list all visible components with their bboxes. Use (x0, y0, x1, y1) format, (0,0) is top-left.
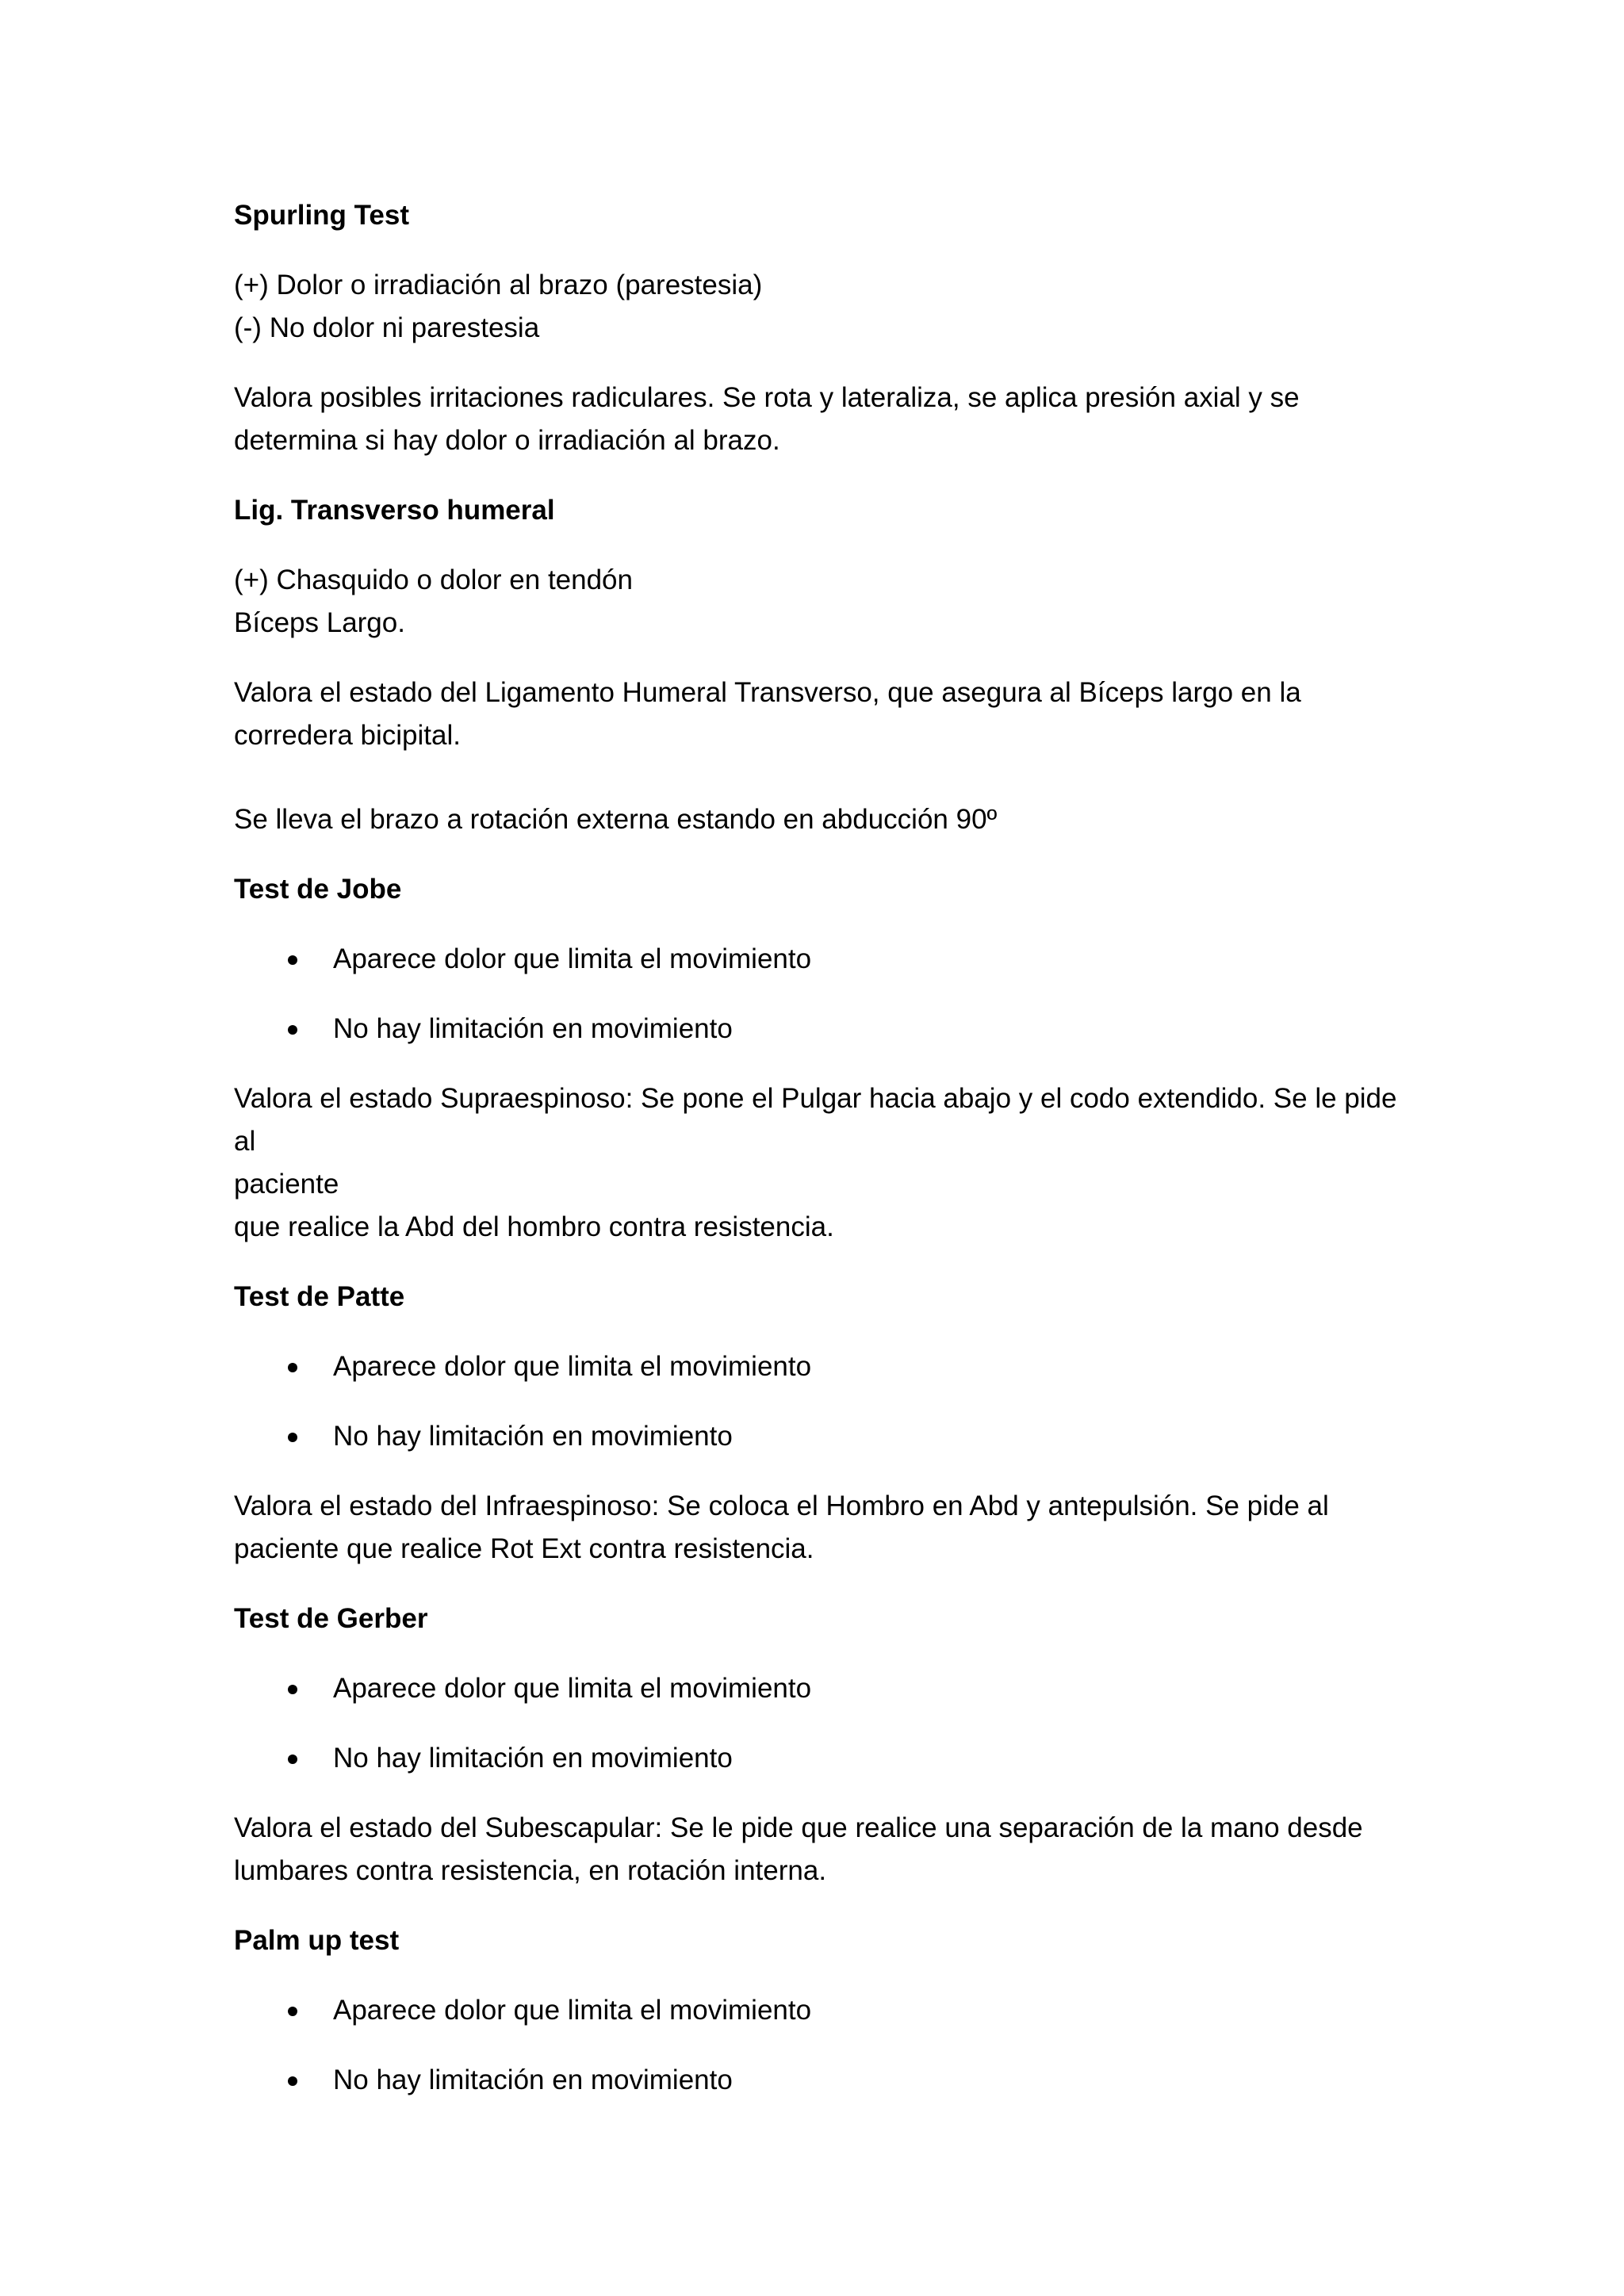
description-line: Valora el estado del Infraespinoso: Se coloca el Hombro en Abd y antepulsión. Se pide al (234, 1490, 1329, 1521)
description-jobe (234, 1077, 1415, 1249)
bullet-icon (288, 2007, 297, 2016)
bullet-text: No hay limitación en movimiento (333, 1743, 733, 1774)
result-detail: Bíceps Largo. (234, 607, 405, 638)
section-heading-gerber: Test de Gerber (234, 1603, 428, 1634)
bullet-list-jobe (234, 938, 1415, 1050)
bullet-text: No hay limitación en movimiento (333, 2064, 733, 2095)
bullet-text: No hay limitación en movimiento (333, 1013, 733, 1044)
procedure-transverso: Se lleva el brazo a rotación externa estando en abducción 90º (234, 804, 998, 835)
list-item (234, 1989, 1415, 2032)
list-item (234, 1345, 1415, 1388)
description-line: Valora el estado del Ligamento Humeral Transverso, que asegura al Bíceps largo en la (234, 677, 1301, 708)
bullet-icon (288, 1685, 297, 1694)
document-page (234, 194, 1415, 2129)
description-line: paciente que realice Rot Ext contra resistencia. (234, 1533, 814, 1564)
bullet-text: Aparece dolor que limita el movimiento (333, 1351, 812, 1382)
results-spurling (234, 264, 1415, 350)
description-gerber (234, 1807, 1415, 1892)
description-line: Valora el estado Supraespinoso: Se pone el Pulgar hacia abajo y el codo extendido. Se le pide al (234, 1083, 1397, 1157)
list-item (234, 1737, 1415, 1780)
bullet-text: Aparece dolor que limita el movimiento (333, 1995, 812, 2026)
bullet-text: Aparece dolor que limita el movimiento (333, 1673, 812, 1704)
bullet-icon (288, 1755, 297, 1764)
description-transverso (234, 672, 1415, 757)
list-item (234, 1008, 1415, 1050)
bullet-text: No hay limitación en movimiento (333, 1421, 733, 1452)
result-positive: (+) Dolor o irradiación al brazo (parestesia) (234, 270, 763, 300)
description-line: lumbares contra resistencia, en rotación interna. (234, 1855, 827, 1886)
bullet-list-palm-up (234, 1989, 1415, 2102)
description-spurling (234, 377, 1415, 462)
bullet-text: Aparece dolor que limita el movimiento (333, 943, 812, 974)
section-heading-jobe: Test de Jobe (234, 874, 402, 905)
list-item (234, 2059, 1415, 2102)
bullet-icon (288, 1025, 297, 1035)
results-transverso (234, 559, 1415, 645)
description-line: Valora posibles irritaciones radiculares. Se rota y lateraliza, se aplica presión axial y se (234, 382, 1300, 413)
bullet-list-gerber (234, 1667, 1415, 1780)
bullet-icon (288, 1363, 297, 1372)
section-heading-transverso: Lig. Transverso humeral (234, 495, 555, 526)
description-patte (234, 1485, 1415, 1571)
description-line: Valora el estado del Subescapular: Se le pide que realice una separación de la mano desde (234, 1812, 1363, 1843)
description-line: corredera bicipital. (234, 720, 461, 751)
description-line: que realice la Abd del hombro contra resistencia. (234, 1211, 834, 1242)
result-positive: (+) Chasquido o dolor en tendón (234, 564, 633, 595)
list-item (234, 938, 1415, 981)
section-heading-spurling: Spurling Test (234, 200, 410, 231)
list-item (234, 1415, 1415, 1458)
bullet-icon (288, 955, 297, 965)
section-heading-patte: Test de Patte (234, 1281, 405, 1312)
bullet-icon (288, 1433, 297, 1442)
list-item (234, 1667, 1415, 1710)
description-line: determina si hay dolor o irradiación al brazo. (234, 425, 780, 456)
bullet-list-patte (234, 1345, 1415, 1458)
result-negative: (-) No dolor ni parestesia (234, 312, 540, 343)
description-line: paciente (234, 1169, 339, 1200)
bullet-icon (288, 2076, 297, 2086)
section-heading-palm-up: Palm up test (234, 1925, 400, 1956)
